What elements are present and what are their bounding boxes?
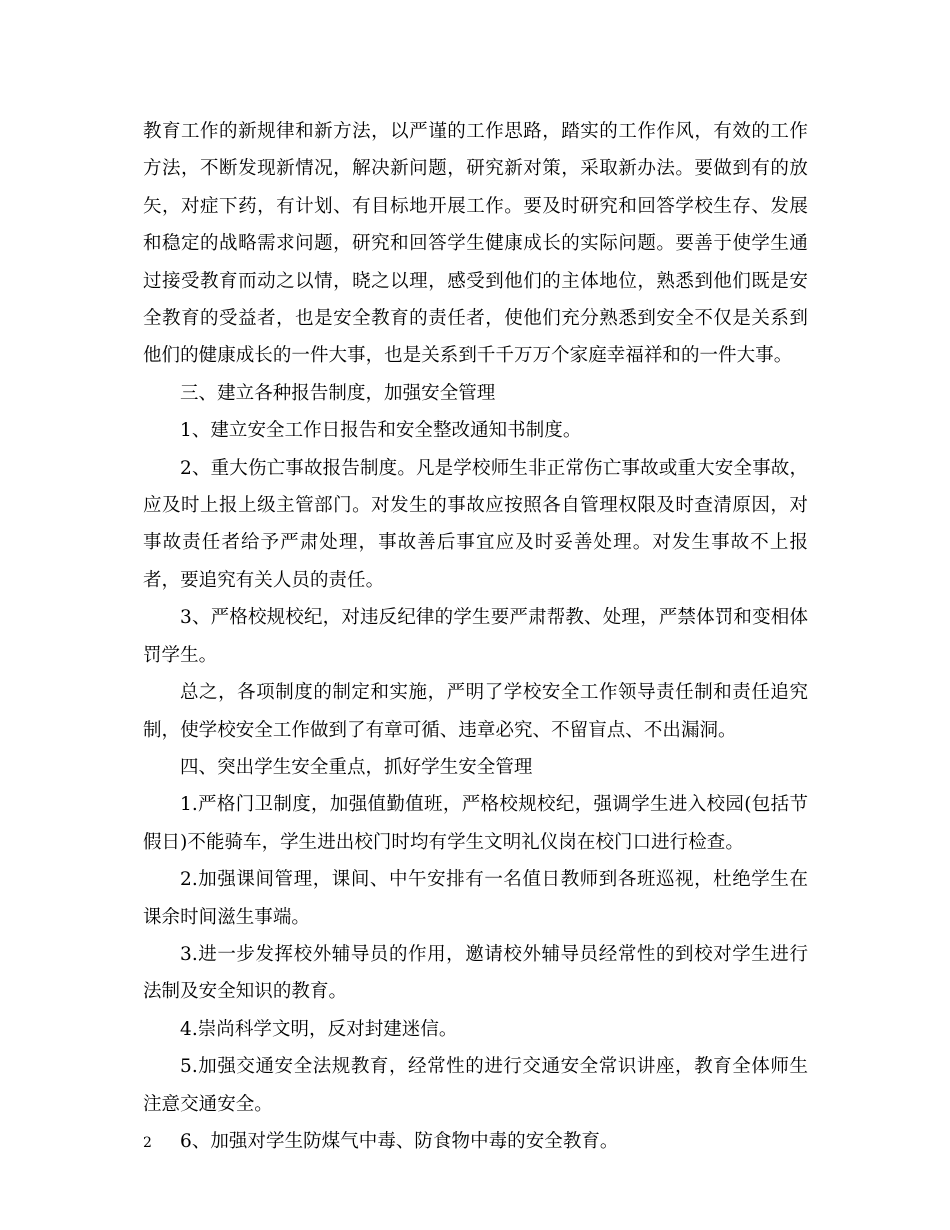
paragraph-item-4-3: 3.进一步发挥校外辅导员的作用，邀请校外辅导员经常性的到校对学生进行法制及安全知识的教育。 xyxy=(143,943,808,1003)
paragraph-summary: 总之，各项制度的制定和实施，严明了学校安全工作领导责任制和责任追究制，使学校安全工作做到了有章可循、违章必究、不留盲点、不出漏洞。 xyxy=(143,682,808,741)
paragraph-item-4-1: 1.严格门卫制度，加强值勤值班，严格校规校纪，强调学生进入校园(包括节假日)不能骑车，学生进出校门时均有学生文明礼仪岗在校门口进行检查。 xyxy=(143,794,808,853)
paragraph-continuation: 教育工作的新规律和新方法，以严谨的工作思路，踏实的工作作风，有效的工作方法，不断发现新情况，解决新问题，研究新对策，采取新办法。要做到有的放矢，对症下药，有计划、有目标地开展工作。要及时研究和回答学校生存、发展和稳定的战略需求问题，研究和回答学生健康成长的实际问题。要善于使学生通过接受教育而动之以情，晓之以理，感受到他们的主体地位，熟悉到他们既是安全教育的受益者，也是安全教育的责任者，使他们充分熟悉到安全不仅是关系到他们的健康成长的一件大事，也是关系到千千万万个家庭幸福祥和的一件大事。 xyxy=(143,121,808,367)
paragraph-item-3-3: 3、严格校规校纪，对违反纪律的学生要严肃帮教、处理，严禁体罚和变相体罚学生。 xyxy=(143,607,808,666)
paragraph-item-3-2: 2、重大伤亡事故报告制度。凡是学校师生非正常伤亡事故或重大安全事故，应及时上报上级主管部门。对发生的事故应按照各自管理权限及时查清原因，对事故责任者给予严肃处理，事故善后事宜应及时妥善处理。对发生事故不上报者，要追究有关人员的责任。 xyxy=(143,457,808,591)
paragraph-item-4-6: 6、加强对学生防煤气中毒、防食物中毒的安全教育。 xyxy=(180,1130,619,1152)
paragraph-item-3-1: 1、建立安全工作日报告和安全整改通知书制度。 xyxy=(180,420,582,442)
section-heading-4: 四、突出学生安全重点，抓好学生安全管理 xyxy=(180,756,533,778)
paragraph-item-4-4: 4.崇尚科学文明，反对封建迷信。 xyxy=(180,1018,458,1040)
page-number: 2 xyxy=(143,1135,152,1151)
paragraph-item-4-2: 2.加强课间管理，课间、中午安排有一名值日教师到各班巡视，杜绝学生在课余时间滋生事端。 xyxy=(143,869,808,928)
paragraph-item-4-5: 5.加强交通安全法规教育，经常性的进行交通安全常识讲座，教育全体师生注意交通安全。 xyxy=(143,1056,808,1115)
document-body xyxy=(143,113,808,1160)
section-heading-3: 三、建立各种报告制度，加强安全管理 xyxy=(180,382,496,404)
